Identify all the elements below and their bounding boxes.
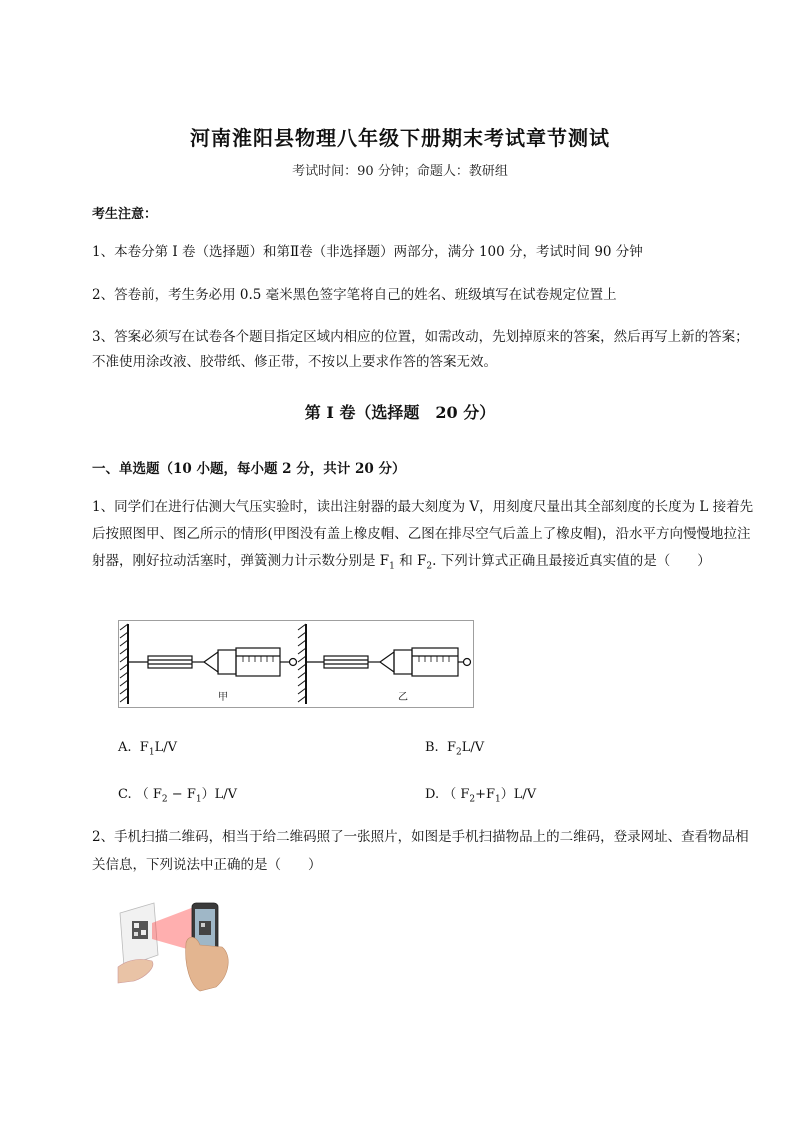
notice-item-1: 1、本卷分第 I 卷（选择题）和第Ⅱ卷（非选择题）两部分，满分 100 分，考试时间 90 分钟 [92,244,643,260]
figure-label-left: 甲 [218,692,228,703]
exam-info: 考试时间：90 分钟；命题人：教研组 [292,164,508,179]
section-title: 第 I 卷（选择题 20 分） [304,403,496,422]
figure-label-right: 乙 [398,692,408,703]
left-hand [118,959,153,983]
phone-qr-scan-figure [116,895,236,995]
question-1-text: 1、同学们在进行估测大气压实验时，读出注射器的最大刻度为 V，用刻度尺量出其全部刻度的长度为 L 接着先后按照图甲、图乙所示的情形(甲图没有盖上橡皮帽、乙图在排尽空气后盖上了橡皮帽)，沿水平方向慢慢地拉注射器，刚好拉动活塞时，弹簧测力计示数分别是 $F_1$ 和 $F_2$. 下列计算式正确且最接近真实值的是（ ） [92,499,754,572]
notice-item-2: 2、答卷前，考生务必用 0.5 毫米黑色签字笔将自己的姓名、班级填写在试卷规定位置上 [92,287,617,303]
syringe-apparatus-figure [118,620,474,708]
option-c: C. （ $F_2 - F_1)L/V$ [118,787,237,805]
left-wall [120,624,128,704]
notice-item-3: 3、答案必须写在试卷各个题目指定区域内相应的位置，如需改动，先划掉原来的答案，然后再写上新的答案；不准使用涂改液、胶带纸、修正带，不按以上要求作答的答案无效。 [92,329,749,370]
apparatus-left [128,648,297,676]
option-b: B. $F_2L/V$ [425,740,485,758]
option-d: D. （ $F_2+F_1)L/V$ [425,787,537,805]
page-title: 河南淮阳县物理八年级下册期末考试章节测试 [190,126,610,150]
right-wall [298,624,306,704]
notice-heading: 考生注意： [92,207,158,222]
apparatus-right [306,648,471,676]
question-type-heading: 一、单选题（10 小题，每小题 2 分，共计 20 分） [92,461,406,477]
question-2-text: 2、手机扫描二维码，相当于给二维码照了一张照片，如图是手机扫描物品上的二维码，登录网址、查看物品相关信息，下列说法中正确的是（ ） [92,829,749,873]
option-a: A. $F_1L/V$ [118,740,177,758]
